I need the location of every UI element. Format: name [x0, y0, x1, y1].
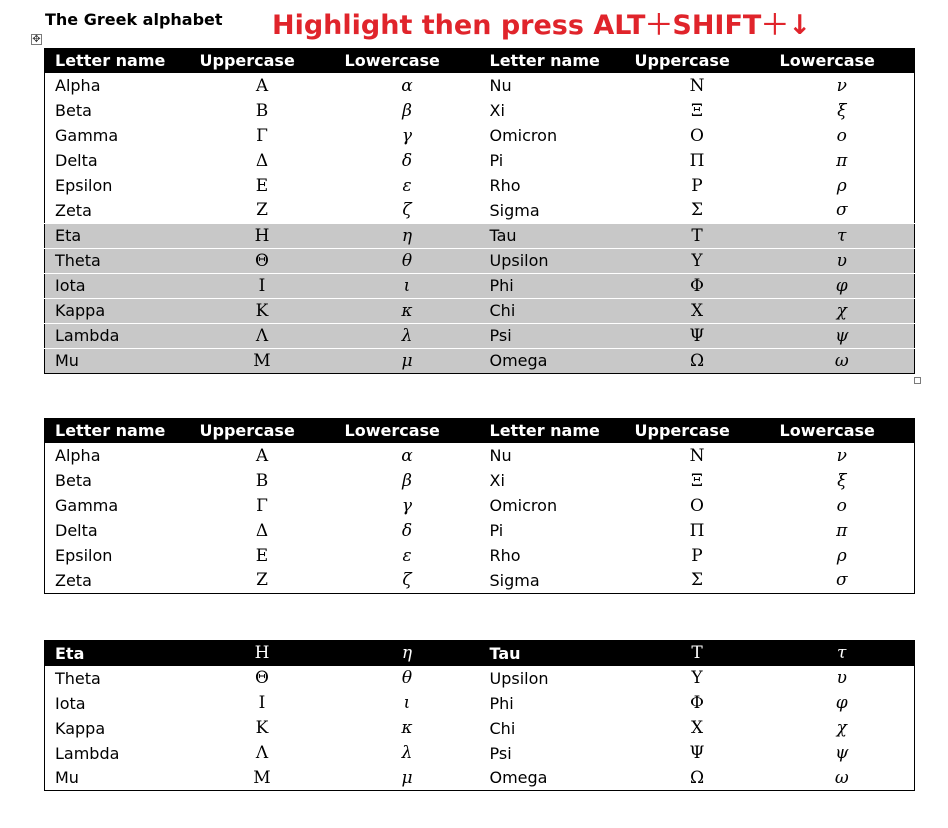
- header-uppercase: Uppercase: [190, 49, 335, 74]
- lowercase-cell: ζ: [402, 570, 412, 591]
- table-row[interactable]: [45, 123, 915, 148]
- uppercase-cell: Χ: [625, 298, 770, 323]
- uppercase-cell: Τ: [625, 223, 770, 248]
- table-header-row: [45, 49, 915, 74]
- uppercase-cell: Ζ: [256, 200, 268, 221]
- lowercase-cell: μ: [335, 348, 480, 373]
- lowercase-cell: ρ: [836, 545, 847, 566]
- header-lowercase: Lowercase: [770, 49, 915, 74]
- letter-name-cell: Tau: [480, 223, 625, 248]
- letter-name-cell: Xi: [489, 471, 505, 490]
- header-lowercase: Lowercase: [335, 419, 480, 444]
- lowercase-cell: π: [836, 520, 848, 541]
- lowercase-cell: θ: [401, 668, 413, 688]
- letter-name-cell: Theta: [45, 248, 190, 273]
- table-row[interactable]: [45, 198, 915, 223]
- table-row[interactable]: [45, 273, 915, 298]
- lowercase-cell: μ: [401, 767, 413, 788]
- uppercase-cell: Λ: [190, 323, 335, 348]
- uppercase-cell: Β: [255, 100, 269, 121]
- uppercase-cell: Δ: [255, 150, 269, 171]
- lowercase-cell: η: [335, 223, 480, 248]
- lowercase-cell: ο: [836, 495, 847, 516]
- uppercase-cell: Η: [190, 641, 335, 666]
- uppercase-cell: Ε: [255, 175, 269, 196]
- uppercase-cell: Ω: [625, 348, 770, 373]
- uppercase-cell: Ε: [255, 545, 269, 566]
- letter-name-cell: Pi: [489, 151, 504, 170]
- lowercase-cell: τ: [770, 641, 915, 666]
- uppercase-cell: Μ: [190, 348, 335, 373]
- letter-name-cell: Beta: [55, 471, 92, 490]
- table-row[interactable]: [45, 468, 915, 493]
- lowercase-cell: ε: [402, 545, 412, 566]
- table-row[interactable]: [45, 741, 915, 766]
- table-row[interactable]: [45, 323, 915, 348]
- table-row[interactable]: [45, 348, 915, 373]
- uppercase-cell: Λ: [255, 743, 269, 763]
- lowercase-cell: ν: [836, 75, 847, 96]
- uppercase-cell: Π: [689, 150, 705, 171]
- uppercase-cell: Ρ: [691, 175, 703, 196]
- letter-name-cell: Zeta: [55, 200, 92, 220]
- uppercase-cell: Ν: [689, 445, 705, 466]
- letter-name-cell: Upsilon: [480, 248, 625, 273]
- letter-name-cell: Theta: [55, 668, 101, 688]
- uppercase-cell: Ο: [690, 495, 704, 516]
- uppercase-cell: Υ: [691, 668, 703, 688]
- uppercase-cell: Ω: [689, 767, 705, 788]
- lowercase-cell: ψ: [770, 323, 915, 348]
- uppercase-cell: Γ: [256, 125, 268, 146]
- lowercase-cell: χ: [836, 718, 847, 738]
- lowercase-cell: ι: [335, 273, 480, 298]
- lowercase-cell: ρ: [836, 175, 847, 196]
- letter-name-cell: Phi: [489, 693, 514, 713]
- uppercase-cell: Α: [255, 75, 269, 96]
- letter-name-cell: Alpha: [55, 446, 101, 465]
- lowercase-cell: σ: [835, 200, 848, 221]
- letter-name-cell: Phi: [480, 273, 625, 298]
- uppercase-cell: Σ: [690, 200, 704, 221]
- letter-name-cell: Epsilon: [55, 546, 113, 565]
- greek-table-split-bottom[interactable]: [44, 640, 915, 791]
- table-header-row: [45, 419, 915, 444]
- lowercase-cell: ι: [403, 693, 411, 713]
- uppercase-cell: Φ: [625, 273, 770, 298]
- letter-name-cell: Chi: [489, 718, 516, 738]
- letter-name-cell: Psi: [480, 323, 625, 348]
- table-row[interactable]: [45, 568, 915, 593]
- lowercase-cell: ν: [836, 445, 847, 466]
- lowercase-cell: ζ: [402, 200, 412, 221]
- uppercase-cell: Τ: [625, 641, 770, 666]
- lowercase-cell: λ: [401, 743, 413, 763]
- table-row[interactable]: [45, 716, 915, 741]
- table-row[interactable]: [45, 73, 915, 98]
- uppercase-cell: Ο: [690, 125, 704, 146]
- uppercase-cell: Ζ: [256, 570, 268, 591]
- header-uppercase: Uppercase: [625, 419, 770, 444]
- letter-name-cell: Epsilon: [55, 176, 113, 195]
- letter-name-cell: Omega: [480, 348, 625, 373]
- letter-name-cell: Beta: [55, 101, 92, 120]
- letter-name-cell: Rho: [489, 546, 521, 565]
- header-letter-name: Letter name: [45, 49, 190, 74]
- letter-name-cell: Zeta: [55, 570, 92, 590]
- table-row[interactable]: [45, 766, 915, 791]
- letter-name-cell: Eta: [45, 641, 190, 666]
- lowercase-cell: ω: [834, 767, 849, 788]
- uppercase-cell: Ν: [689, 75, 705, 96]
- table-row[interactable]: [45, 493, 915, 518]
- letter-name-cell: Kappa: [45, 298, 190, 323]
- lowercase-cell: η: [335, 641, 480, 666]
- letter-name-cell: Chi: [480, 298, 625, 323]
- uppercase-cell: Ψ: [689, 743, 705, 763]
- header-uppercase: Uppercase: [625, 49, 770, 74]
- uppercase-cell: Μ: [253, 767, 271, 788]
- uppercase-cell: Κ: [255, 718, 269, 738]
- lowercase-cell: ψ: [835, 743, 849, 763]
- lowercase-cell: β: [402, 100, 412, 121]
- letter-name-cell: Mu: [45, 348, 190, 373]
- lowercase-cell: τ: [770, 223, 915, 248]
- letter-name-cell: Gamma: [55, 126, 119, 145]
- table-row[interactable]: [45, 543, 915, 568]
- lowercase-cell: φ: [770, 273, 915, 298]
- letter-name-cell: Omega: [489, 768, 548, 788]
- table-row[interactable]: [45, 691, 915, 716]
- uppercase-cell: Π: [689, 520, 705, 541]
- greek-table-split-top[interactable]: [44, 418, 915, 594]
- letter-name-cell: Omicron: [489, 126, 558, 145]
- table-row[interactable]: [45, 666, 915, 691]
- uppercase-cell: Χ: [690, 718, 704, 738]
- letter-name-cell: Psi: [489, 743, 512, 763]
- table-resize-handle[interactable]: [914, 377, 921, 384]
- uppercase-cell: Θ: [190, 248, 335, 273]
- header-uppercase: Uppercase: [190, 419, 335, 444]
- lowercase-cell: ο: [836, 125, 847, 146]
- letter-name-cell: Lambda: [45, 323, 190, 348]
- table-header-row[interactable]: [45, 641, 915, 666]
- lowercase-cell: ξ: [837, 100, 847, 121]
- lowercase-cell: γ: [401, 495, 413, 516]
- lowercase-cell: υ: [836, 668, 847, 688]
- letter-name-cell: Lambda: [55, 743, 120, 763]
- lowercase-cell: θ: [335, 248, 480, 273]
- lowercase-cell: ω: [770, 348, 915, 373]
- table-row[interactable]: [45, 98, 915, 123]
- letter-name-cell: Upsilon: [489, 668, 549, 688]
- letter-name-cell: Kappa: [55, 718, 106, 738]
- letter-name-cell: Gamma: [55, 496, 119, 515]
- table-row[interactable]: [45, 298, 915, 323]
- letter-name-cell: Iota: [45, 273, 190, 298]
- uppercase-cell: Ψ: [625, 323, 770, 348]
- letter-name-cell: Tau: [480, 641, 625, 666]
- lowercase-cell: φ: [835, 693, 848, 713]
- uppercase-cell: Ρ: [691, 545, 703, 566]
- lowercase-cell: λ: [335, 323, 480, 348]
- header-lowercase: Lowercase: [335, 49, 480, 74]
- lowercase-cell: β: [402, 470, 412, 491]
- uppercase-cell: Θ: [255, 668, 269, 688]
- lowercase-cell: γ: [401, 125, 413, 146]
- table-row[interactable]: [45, 518, 915, 543]
- lowercase-cell: δ: [401, 150, 413, 171]
- header-letter-name: Letter name: [480, 49, 625, 74]
- lowercase-cell: σ: [835, 570, 848, 591]
- table-row[interactable]: [45, 223, 915, 248]
- letter-name-cell: Sigma: [489, 200, 540, 220]
- uppercase-cell: Ι: [190, 273, 335, 298]
- lowercase-cell: π: [836, 150, 848, 171]
- uppercase-cell: Κ: [190, 298, 335, 323]
- uppercase-cell: Ξ: [691, 470, 703, 491]
- lowercase-cell: κ: [335, 298, 480, 323]
- letter-name-cell: Iota: [55, 693, 86, 713]
- uppercase-cell: Υ: [625, 248, 770, 273]
- uppercase-cell: Φ: [690, 693, 704, 713]
- uppercase-cell: Σ: [690, 570, 704, 591]
- letter-name-cell: Delta: [55, 151, 98, 170]
- letter-name-cell: Nu: [489, 446, 512, 465]
- uppercase-cell: Η: [190, 223, 335, 248]
- letter-name-cell: Rho: [489, 176, 521, 195]
- header-letter-name: Letter name: [480, 419, 625, 444]
- instruction-banner: Highlight then press ALT＋SHIFT＋↓: [272, 10, 811, 41]
- header-letter-name: Letter name: [45, 419, 190, 444]
- letter-name-cell: Omicron: [489, 496, 558, 515]
- document-title: The Greek alphabet: [45, 10, 223, 29]
- letter-name-cell: Pi: [489, 521, 504, 540]
- table-row[interactable]: [45, 148, 915, 173]
- header-lowercase: Lowercase: [770, 419, 915, 444]
- lowercase-cell: δ: [401, 520, 413, 541]
- letter-name-cell: Sigma: [489, 570, 540, 590]
- table-row[interactable]: [45, 173, 915, 198]
- letter-name-cell: Xi: [489, 101, 505, 120]
- letter-name-cell: Delta: [55, 521, 98, 540]
- lowercase-cell: α: [401, 445, 413, 466]
- lowercase-cell: χ: [770, 298, 915, 323]
- greek-table-full[interactable]: [44, 48, 915, 374]
- lowercase-cell: ε: [402, 175, 412, 196]
- letter-name-cell: Eta: [45, 223, 190, 248]
- letter-name-cell: Nu: [489, 76, 512, 95]
- letter-name-cell: Mu: [55, 768, 79, 788]
- uppercase-cell: Δ: [255, 520, 269, 541]
- lowercase-cell: α: [401, 75, 413, 96]
- uppercase-cell: Ι: [258, 693, 266, 713]
- lowercase-cell: κ: [401, 718, 413, 738]
- uppercase-cell: Α: [255, 445, 269, 466]
- uppercase-cell: Β: [255, 470, 269, 491]
- uppercase-cell: Ξ: [691, 100, 703, 121]
- lowercase-cell: ξ: [837, 470, 847, 491]
- uppercase-cell: Γ: [256, 495, 268, 516]
- table-row[interactable]: [45, 443, 915, 468]
- letter-name-cell: Alpha: [55, 76, 101, 95]
- table-move-handle-icon[interactable]: ✥: [32, 34, 41, 45]
- table-row[interactable]: [45, 248, 915, 273]
- lowercase-cell: υ: [770, 248, 915, 273]
